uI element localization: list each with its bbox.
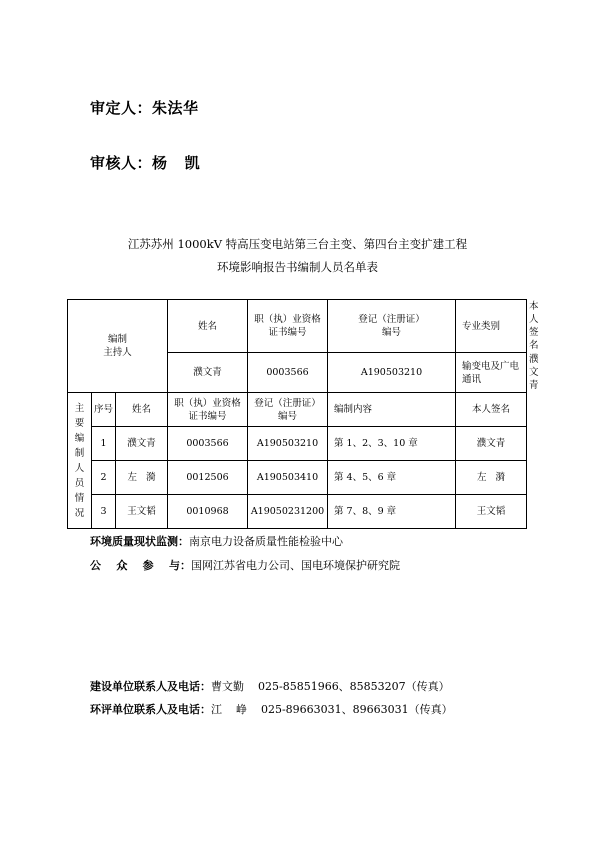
staff-reg: A190503210 <box>248 427 328 461</box>
evaluator-contact-label: 环评单位联系人及电话： <box>90 703 211 716</box>
builder-contact-value: 曹文勤 025-85851966、85853207（传真） <box>211 680 450 693</box>
staff-content: 第 7、8、9 章 <box>328 495 456 529</box>
staff-reg: A19050231200 <box>248 495 328 529</box>
approver-line <box>90 97 199 118</box>
host-reg: A190503210 <box>328 353 456 393</box>
host-name: 濮文青 <box>168 353 248 393</box>
staff-name: 王文韬 <box>116 495 168 529</box>
staff-index: 2 <box>92 461 116 495</box>
staff-index: 3 <box>92 495 116 529</box>
staff-signature: 王文韬 <box>456 495 527 529</box>
host-cert: 0003566 <box>248 353 328 393</box>
host-row: 濮文青 0003566 A190503210 输变电及广电通讯 濮文青 <box>68 353 527 393</box>
staff-cert: 0003566 <box>168 427 248 461</box>
approver-name: 朱法华 <box>152 99 199 117</box>
staff-index: 1 <box>92 427 116 461</box>
staff-section-label-text: 主要编制人员情况 <box>74 402 85 519</box>
monitoring-line <box>90 533 343 549</box>
public-value: 国网江苏省电力公司、国电环境保护研究院 <box>190 559 400 572</box>
host-header-row: 编制 主持人 姓名 职（执）业资格 证书编号 登记（注册证） 编号 专业类别 本人签名 <box>68 300 527 353</box>
host-header-reg: 登记（注册证） 编号 <box>328 300 456 353</box>
staff-header-reg: 登记（注册证） 编号 <box>248 393 328 427</box>
staff-header-signature: 本人签名 <box>456 393 527 427</box>
builder-contact-label: 建设单位联系人及电话： <box>90 680 211 693</box>
reviewer-label: 审核人： <box>90 154 153 172</box>
staff-reg: A190503410 <box>248 461 328 495</box>
host-header-specialty: 专业类别 <box>456 300 527 353</box>
table-row <box>68 427 527 461</box>
table-title: 环境影响报告书编制人员名单表 <box>217 260 378 274</box>
reviewer-line <box>90 152 200 173</box>
staff-header-name: 姓名 <box>116 393 168 427</box>
host-section-label: 编制 主持人 <box>68 300 168 393</box>
staff-cert: 0012506 <box>168 461 248 495</box>
project-title: 江苏苏州 1000kV 特高压变电站第三台主变、第四台主变扩建工程 <box>127 237 468 251</box>
evaluator-contact-value: 江 峥 025-89663031、89663031（传真） <box>211 703 453 716</box>
public-label: 公 众 参 与： <box>90 559 191 572</box>
staff-name: 濮文青 <box>116 427 168 461</box>
staff-table <box>67 299 539 529</box>
staff-header-cert: 职（执）业资格 证书编号 <box>168 393 248 427</box>
monitoring-value: 南京电力设备质量性能检验中心 <box>189 535 343 548</box>
staff-content: 第 1、2、3、10 章 <box>328 427 456 461</box>
staff-signature: 濮文青 <box>456 427 527 461</box>
host-header-cert: 职（执）业资格 证书编号 <box>248 300 328 353</box>
table-row <box>68 461 527 495</box>
staff-cert: 0010968 <box>168 495 248 529</box>
table-row <box>68 495 527 529</box>
approver-label: 审定人： <box>90 99 153 117</box>
staff-name: 左 漪 <box>116 461 168 495</box>
public-participation-line <box>90 557 400 573</box>
staff-header-content: 编制内容 <box>328 393 456 427</box>
staff-content: 第 4、5、6 章 <box>328 461 456 495</box>
staff-header-index: 序号 <box>92 393 116 427</box>
reviewer-name: 杨 凯 <box>152 154 201 172</box>
host-header-name: 姓名 <box>168 300 248 353</box>
staff-signature: 左 漪 <box>456 461 527 495</box>
evaluator-contact-line <box>90 701 453 717</box>
staff-section-label <box>68 393 92 529</box>
monitoring-label: 环境质量现状监测： <box>90 535 189 548</box>
host-specialty: 输变电及广电通讯 <box>456 353 527 393</box>
builder-contact-line <box>90 678 450 694</box>
staff-header-row <box>68 393 527 427</box>
